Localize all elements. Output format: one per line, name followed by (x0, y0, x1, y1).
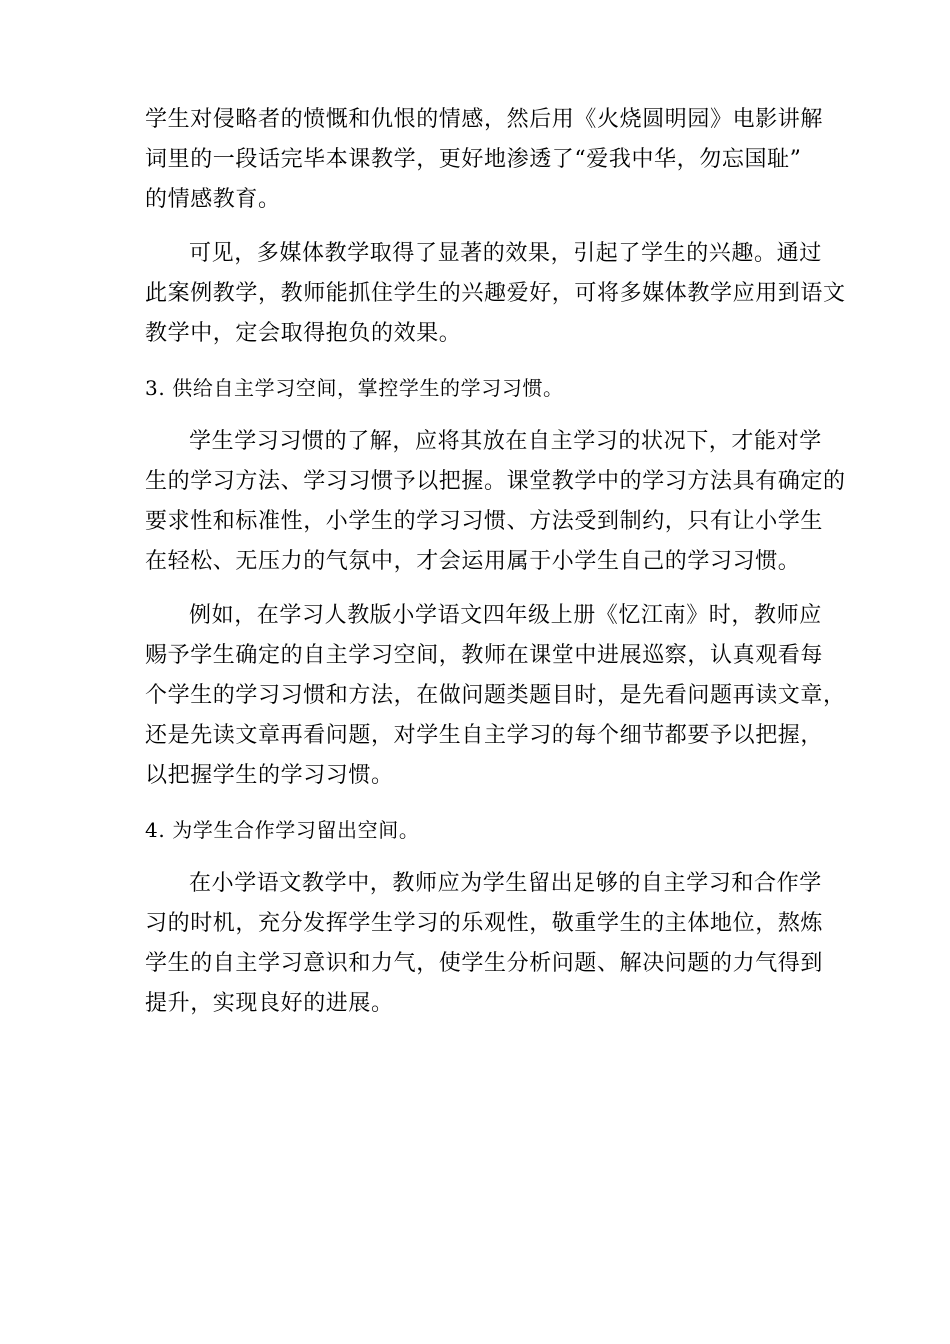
text-line: 词里的一段话完毕本课教学，更好地渗透了“爱我中华，勿忘国耻” (145, 147, 802, 172)
text-line: 在小学语文教学中，教师应为学生留出足够的自主学习和合作学 (189, 871, 822, 896)
text-line: 个学生的学习习惯和方法，在做问题类题目时，是先看问题再读文章， (145, 683, 846, 708)
paragraph-1 (145, 100, 824, 220)
text-line: 例如，在学习人教版小学语文四年级上册《忆江南》时，教师应 (189, 603, 822, 628)
text-line: 提升，实现良好的进展。 (145, 991, 394, 1016)
text-line: 赐予学生确定的自主学习空间，教师在课堂中进展巡察，认真观看每 (145, 643, 824, 668)
text-line: 的情感教育。 (145, 187, 281, 212)
text-line: 可见，多媒体教学取得了显著的效果，引起了学生的兴趣。通过 (189, 241, 822, 266)
document-body (145, 100, 846, 1038)
heading-line: 4. 为学生合作学习留出空间。 (145, 818, 420, 842)
section-heading-4 (145, 810, 815, 850)
text-line: 以把握学生的学习习惯。 (145, 763, 394, 788)
text-line: 习的时机，充分发挥学生学习的乐观性，敬重学生的主体地位，熬炼 (145, 911, 824, 936)
text-line: 此案例教学，教师能抓住学生的兴趣爱好，可将多媒体教学应用到语文 (145, 281, 846, 306)
paragraph-3 (145, 422, 846, 582)
paragraph-4 (145, 596, 846, 796)
section-heading-3 (145, 368, 815, 408)
paragraph-5 (145, 864, 824, 1024)
text-line: 在轻松、无压力的气氛中，才会运用属于小学生自己的学习习惯。 (145, 549, 801, 574)
text-line: 学生学习习惯的了解，应将其放在自主学习的状况下，才能对学 (189, 429, 822, 454)
text-line: 生的学习方法、学习习惯予以把握。课堂教学中的学习方法具有确定的 (145, 469, 846, 494)
text-line: 学生的自主学习意识和力气，使学生分析问题、解决问题的力气得到 (145, 951, 824, 976)
text-line: 学生对侵略者的愤慨和仇恨的情感，然后用《火烧圆明园》电影讲解 (145, 107, 824, 132)
paragraph-2 (145, 234, 846, 354)
text-line: 还是先读文章再看问题，对学生自主学习的每个细节都要予以把握， (145, 723, 824, 748)
text-line: 要求性和标准性，小学生的学习习惯、方法受到制约，只有让小学生 (145, 509, 824, 534)
heading-line: 3. 供给自主学习空间，掌控学生的学习习惯。 (145, 376, 564, 400)
text-line: 教学中，定会取得抱负的效果。 (145, 321, 462, 346)
